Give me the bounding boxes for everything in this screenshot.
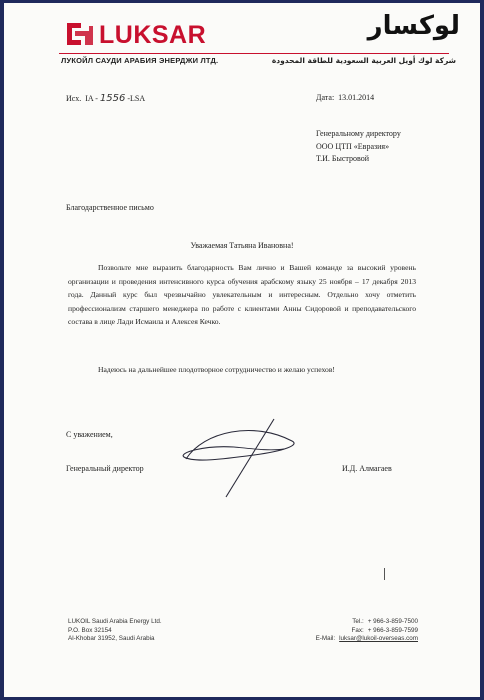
date-label: Дата: <box>316 93 335 102</box>
letter-page <box>4 3 480 697</box>
recipient-title: Генеральному директору <box>316 129 401 138</box>
body-paragraph-1: Позвольте мне выразить благодарность Вам лично и Вашей команде за высокий уровень организации и проведения интенсивного курса обучения арабскому языку 25 ноября – 17 декабря 2013 года. Данный курс был чрезвычайно увлекательным и интересным. Отдельно хочу отметить профессионализм старшего менеджера по работе с клиентами Анны Сидоровой и преподавательского состава в лице Лади Исмаила и Алексея Кечко. <box>68 263 416 326</box>
footer-email <box>316 635 418 644</box>
date-value: 13.01.2014 <box>338 93 375 102</box>
body-paragraph-2: Надеюсь на дальнейшее плодотворное сотрудничество и желаю успехов! <box>98 365 335 374</box>
handwritten-signature <box>174 411 314 501</box>
closing: С уважением, <box>66 430 113 439</box>
tel-value: + 966-3-859-7500 <box>367 618 418 625</box>
email-link[interactable]: luksar@lukoil-overseas.com <box>339 635 418 643</box>
fax-label: Fax: <box>351 626 364 634</box>
tel-label: Tel.: <box>352 618 364 625</box>
lukoil-emblem-icon <box>61 17 95 51</box>
company-name-ru: ЛУКОЙЛ САУДИ АРАБИЯ ЭНЕРДЖИ ЛТД. <box>61 56 219 65</box>
footer-contacts <box>316 618 418 644</box>
signatory-name: И.Д. Алмагаев <box>342 464 392 473</box>
footer-tel <box>316 618 418 627</box>
recipient-company: ООО ЦТП «Евразия» <box>316 141 390 151</box>
letter-date <box>316 93 374 102</box>
ref-number: 1556 <box>99 93 126 104</box>
header-rule <box>59 53 449 54</box>
ref-prefix: IA - <box>85 94 98 103</box>
company-name-ar: شركة لوك أويل العربية السعودية للطاقة المحدودة <box>271 56 456 65</box>
footer-address <box>68 618 162 644</box>
footer-fax <box>316 627 418 636</box>
ref-label: Исх. <box>66 94 82 103</box>
email-label: E-Mail: <box>315 635 336 643</box>
letter-subject: Благодарственное письмо <box>66 203 154 212</box>
footer-po-box: P.O. Box 32154 <box>68 626 112 634</box>
fax-value: + 966-3-859-7599 <box>367 626 418 634</box>
reference-number <box>66 93 145 104</box>
ref-suffix: -LSA <box>127 94 146 103</box>
brand-name: LUKSAR <box>99 21 207 49</box>
scan-mark <box>384 568 385 580</box>
footer-company: LUKOIL Saudi Arabia Energy Ltd. <box>68 618 162 625</box>
brand-name-arabic: لوكسار <box>367 11 460 41</box>
salutation: Уважаемая Татьяна Ивановна! <box>190 241 294 250</box>
lukoil-logo <box>61 17 211 51</box>
footer-city: Al-Khobar 31952, Saudi Arabia <box>68 635 155 643</box>
signatory-title: Генеральный директор <box>66 464 144 473</box>
recipient-block <box>316 128 401 166</box>
recipient-name: Т.И. Быстровой <box>316 154 369 163</box>
